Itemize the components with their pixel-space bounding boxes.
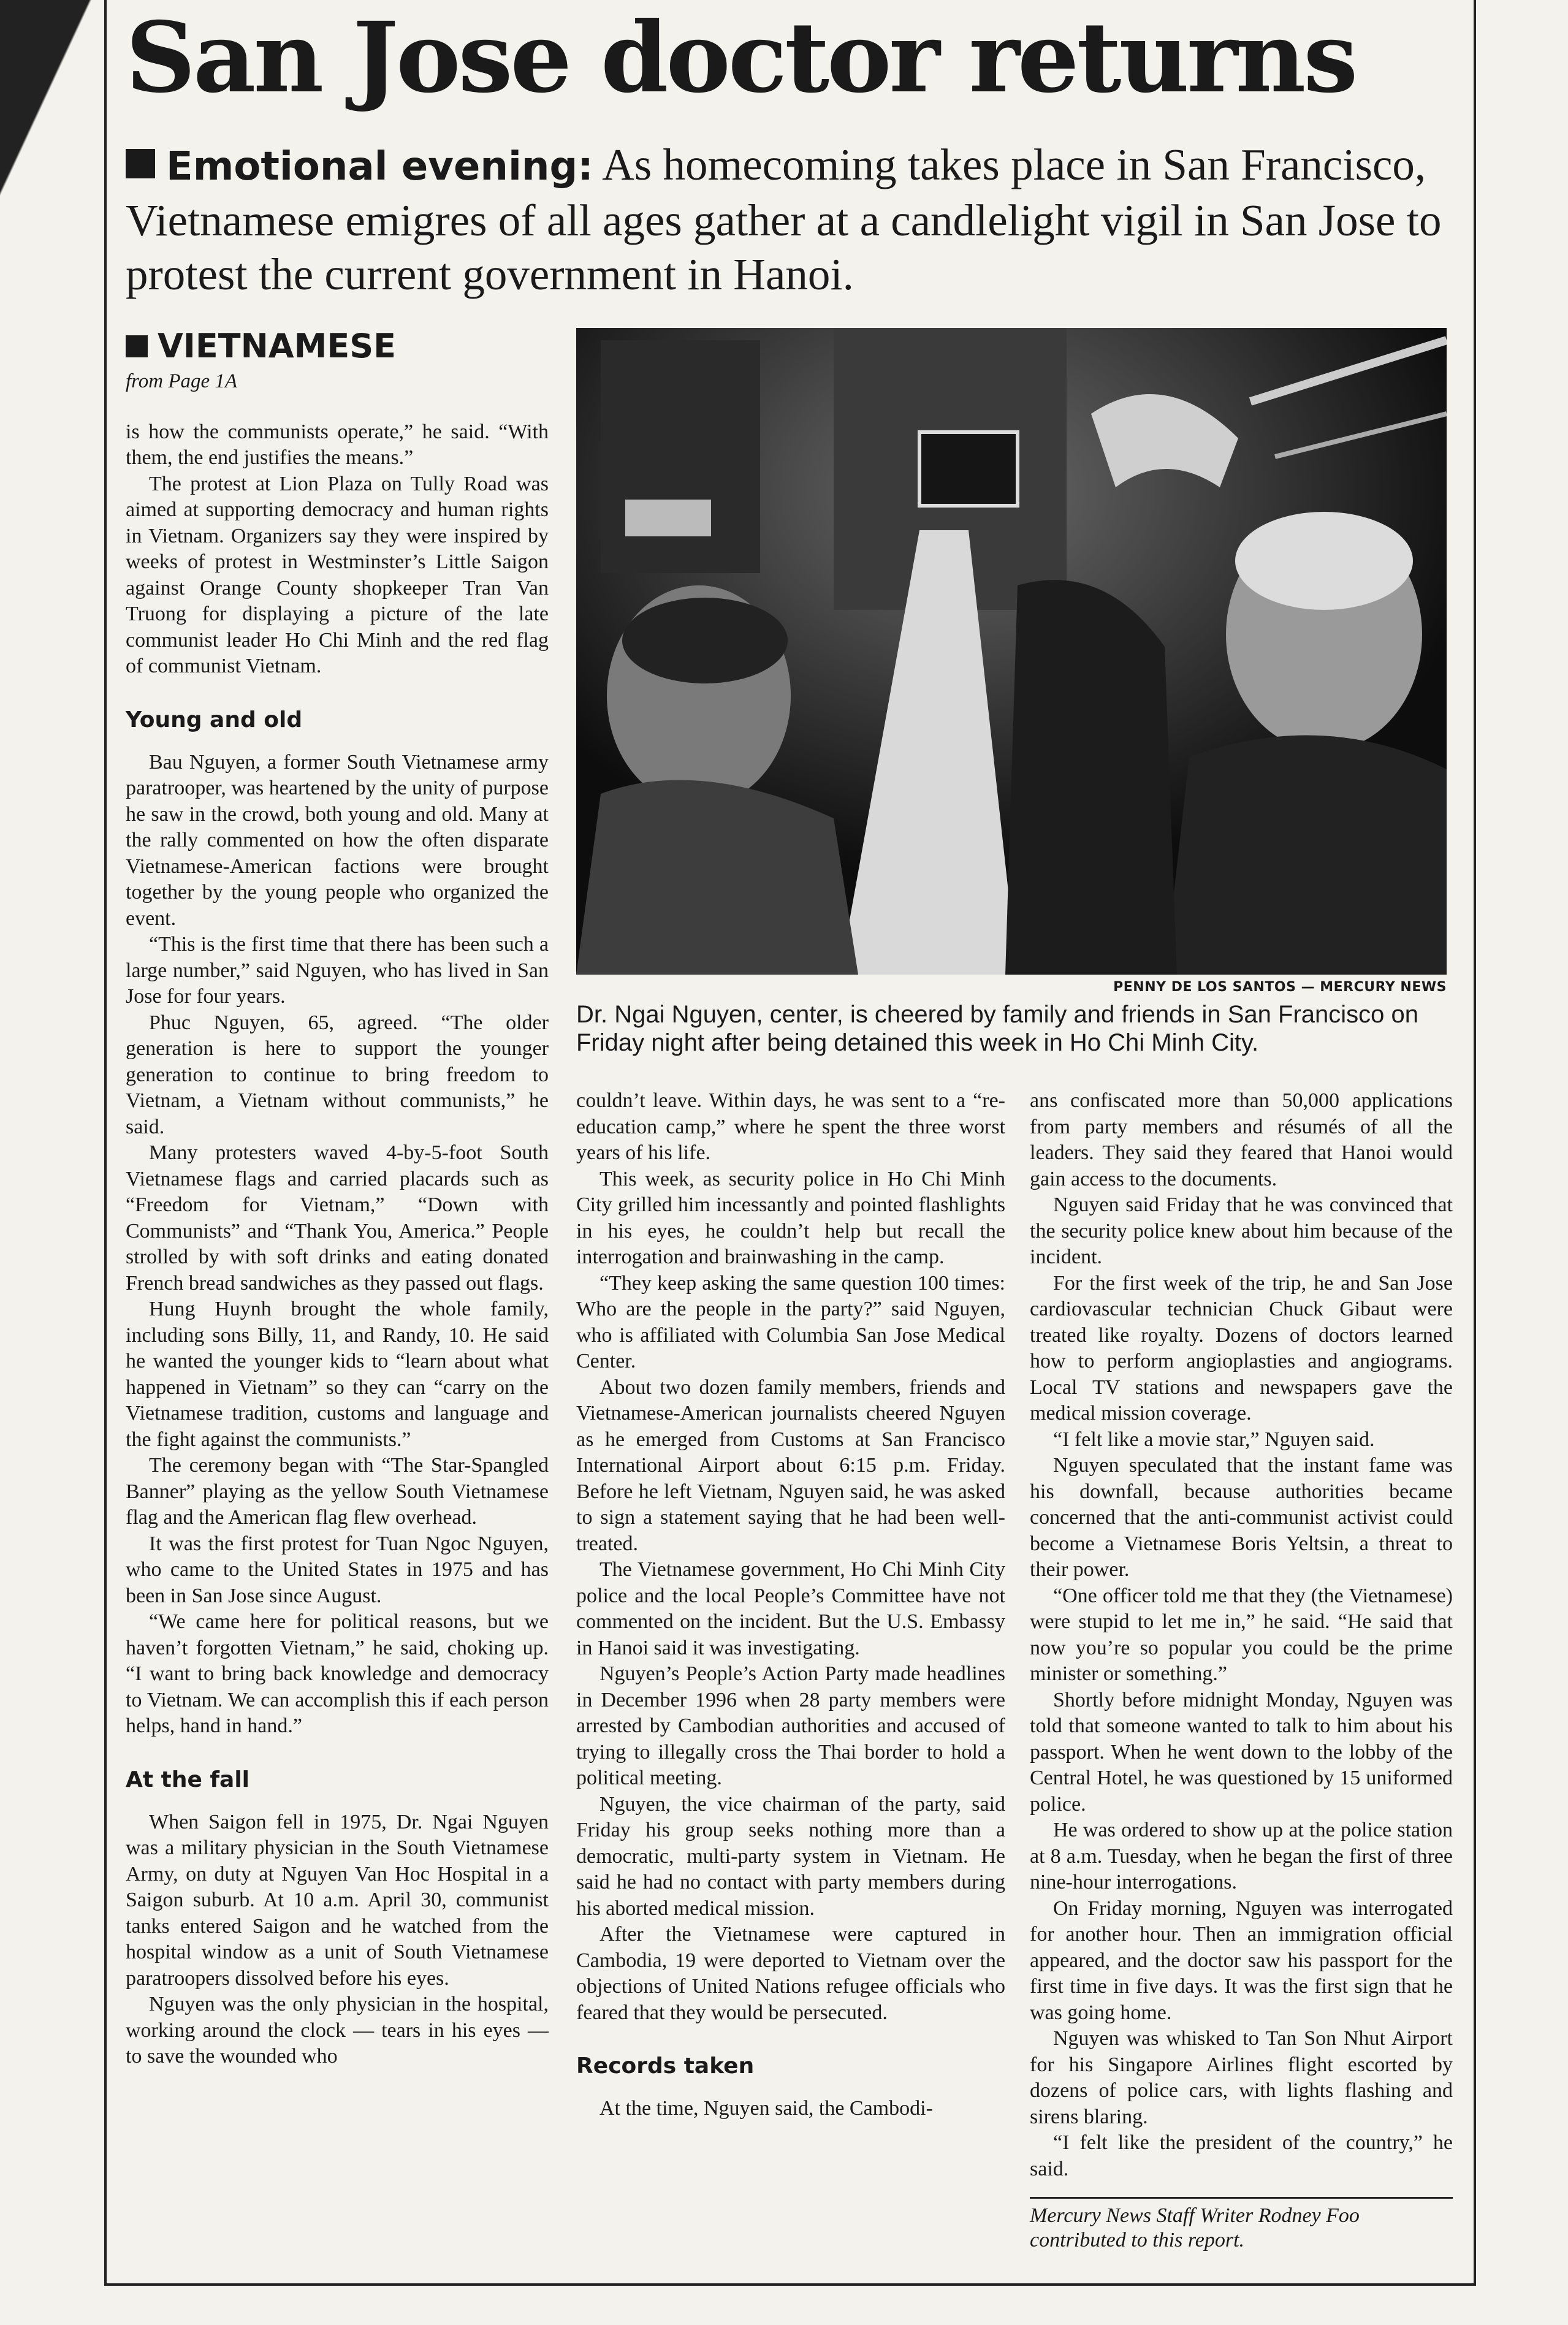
paragraph: “One officer told me that they (the Vietnamese) were stupid to let me in,” he said. “He said that now you’re so popular you could be the prime minister or something.” xyxy=(1030,1584,1453,1685)
paragraph: “They keep asking the same question 100 times: Who are the people in the party?” said Nguyen, who is affiliated with Columbia San Jose Medical Center. xyxy=(576,1271,1005,1372)
paragraph: After the Vietnamese were captured in Cambodia, 19 were deported to Vietnam over the objections of United Nations refugee officials who feared that they would be persecuted. xyxy=(576,1923,1005,2024)
paragraph: Nguyen was the only physician in the hospital, working around the clock — tears in his eyes — to save the wounded who xyxy=(126,1993,549,2068)
paragraph: This week, as security police in Ho Chi Minh City grilled him incessantly and pointed flashlights in his eyes, he couldn’t help but recall the interrogation and brainwashing in the camp. xyxy=(576,1167,1005,1268)
photo-caption: Dr. Ngai Nguyen, center, is cheered by family and friends in San Francisco on Friday night after being detained this week in Ho Chi Minh City. xyxy=(576,1001,1419,1056)
paragraph: Nguyen said Friday that he was convinced that the security police knew about him because of the incident. xyxy=(1030,1193,1453,1268)
headline: San Jose doctor returns xyxy=(126,1,1356,115)
subhead: Young and old xyxy=(126,707,303,733)
deck-lead: Emotional evening: xyxy=(166,144,593,189)
paragraph: Nguyen’s People’s Action Party made headlines in December 1996 when 28 party members were arrested by Cambodian authorities and accused of trying to illegally cross the Thai border to hold a political meeting. xyxy=(576,1662,1005,1789)
paragraph: Bau Nguyen, a former South Vietnamese army paratrooper, was heartened by the unity of purpose he saw in the crowd, both young and old. Many at the rally commented on how the often disparate Vietnamese-American factions were brought together by the young people who organized the event. xyxy=(126,750,549,930)
paragraph: Many protesters waved 4-by-5-foot South Vietnamese flags and carried placards such as “Freedom for Vietnam,” “Down with Communists” and “Thank You, America.” People strolled by with soft drinks and eating donated French bread sandwiches as they passed out flags. xyxy=(126,1141,549,1295)
page-edge-shadow xyxy=(0,0,92,306)
photo-illustration xyxy=(576,328,1447,975)
jump-line: from Page 1A xyxy=(126,370,238,392)
section-flag-label: VIETNAMESE xyxy=(158,327,396,365)
paragraph: Nguyen speculated that the instant fame was his downfall, because authorities became concerned that the anti-communist activist could become a Vietnamese Boris Yeltsin, a threat to their power. xyxy=(1030,1454,1453,1581)
square-bullet-icon xyxy=(126,335,148,357)
paragraph: When Saigon fell in 1975, Dr. Ngai Nguyen was a military physician in the South Vietnamese Army, on duty at Nguyen Van Hoc Hospital in a Saigon suburb. At 10 a.m. April 30, communist tanks entered Saigon and he watched from the hospital window as a unit of South Vietnamese paratroopers dissolved before his eyes. xyxy=(126,1810,549,1990)
paragraph: is how the communists operate,” he said. “With them, the end justifies the means.” xyxy=(126,420,549,469)
paragraph: ans confiscated more than 50,000 applications from party members and résumés of all the leaders. They said they feared that Hanoi would gain access to the documents. xyxy=(1030,1089,1453,1190)
photo-credit: PENNY DE LOS SANTOS — MERCURY NEWS xyxy=(1113,980,1447,995)
contributor-note xyxy=(1030,2197,1453,2253)
column-2 xyxy=(576,1088,1005,2122)
paragraph: “I felt like the president of the country,” he said. xyxy=(1030,2131,1453,2180)
paragraph: At the time, Nguyen said, the Cambodi- xyxy=(599,2097,933,2120)
paragraph: The ceremony began with “The Star-Spangled Banner” playing as the yellow South Vietnamese flag and the American flag flew overhead. xyxy=(126,1454,549,1529)
paragraph: “We came here for political reasons, but we haven’t forgotten Vietnam,” he said, choking up. “I want to bring back knowledge and democracy to Vietnam. We can accomplish this if each person helps, hand in hand.” xyxy=(126,1610,549,1737)
paragraph: “I felt like a movie star,” Nguyen said. xyxy=(1053,1428,1375,1451)
paragraph: Shortly before midnight Monday, Nguyen was told that someone wanted to talk to him about his passport. When he went down to the lobby of the Central Hotel, he was questioned by 15 uniformed police. xyxy=(1030,1688,1453,1816)
paragraph: He was ordered to show up at the police station at 8 a.m. Tuesday, when he began the first of three nine-hour interrogations. xyxy=(1030,1819,1453,1893)
paragraph: Phuc Nguyen, 65, agreed. “The older generation is here to support the younger generation to continue to bring freedom to Vietnam, a Vietnam without communists,” he said. xyxy=(126,1011,549,1138)
paragraph: On Friday morning, Nguyen was interrogated for another hour. Then an immigration official appeared, and the doctor saw his passport for the first time in five days. It was the first sign that he was going home. xyxy=(1030,1897,1453,2024)
paragraph: It was the first protest for Tuan Ngoc Nguyen, who came to the United States in 1975 and has been in San Jose since August. xyxy=(126,1532,549,1607)
deck xyxy=(126,138,1456,302)
paragraph: The Vietnamese government, Ho Chi Minh City police and the local People’s Committee have not commented on the incident. But the U.S. Embassy in Hanoi said it was investigating. xyxy=(576,1558,1005,1659)
paragraph: Nguyen was whisked to Tan Son Nhut Airport for his Singapore Airlines flight escorted by dozens of police cars, with lights flashing and sirens blaring. xyxy=(1030,2027,1453,2128)
paragraph: About two dozen family members, friends and Vietnamese-American journalists cheered Nguyen as he emerged from Customs at San Francisco International Airport about 6:15 p.m. Friday. Before he left Vietnam, Nguyen said, he was asked to sign a statement saying that he had been well-treated. xyxy=(576,1376,1005,1555)
square-bullet-icon xyxy=(126,149,155,178)
deck-text: As homecoming takes place in San Francisco, Vietnamese emigres of all ages gather at a candlelight vigil in San Jose to protest the current government in Hanoi. xyxy=(126,140,1442,299)
paragraph: Hung Huynh brought the whole family, including sons Billy, 11, and Randy, 10. He said he wanted the younger kids to “learn about what happened in Vietnam” so they can “carry on the Vietnamese tradition, customs and language and the fight against the communists.” xyxy=(126,1298,549,1451)
section-flag xyxy=(126,328,549,365)
paragraph: For the first week of the trip, he and San Jose cardiovascular technician Chuck Gibaut were treated like royalty. Dozens of doctors learned how to perform angioplasties and angiograms. Local TV stations and newspapers gave the medical mission coverage. xyxy=(1030,1271,1453,1425)
subhead: Records taken xyxy=(576,2053,755,2079)
paragraph: couldn’t leave. Within days, he was sent to a “re-education camp,” where he spent the three worst years of his life. xyxy=(576,1089,1005,1164)
column-3 xyxy=(1030,1088,1453,2253)
paragraph: The protest at Lion Plaza on Tully Road was aimed at supporting democracy and human rights in Vietnam. Organizers say they were inspired by weeks of protest in Westminster’s Little Saigon against Orange County shopkeeper Tran Van Truong for displaying a picture of the late communist leader Ho Chi Minh and the red flag of communist Vietnam. xyxy=(126,472,549,677)
column-1 xyxy=(126,328,549,2070)
contributor-text: Mercury News Staff Writer Rodney Foo contributed to this report. xyxy=(1030,2204,1360,2251)
news-photo xyxy=(576,328,1447,975)
paragraph: “This is the first time that there has been such a large number,” said Nguyen, who has lived in San Jose for four years. xyxy=(126,933,549,1008)
paragraph: Nguyen, the vice chairman of the party, said Friday his group seeks nothing more than a democratic, multi-party system in Vietnam. He said he had no contact with party members during his aborted medical mission. xyxy=(576,1792,1005,1920)
subhead: At the fall xyxy=(126,1767,250,1792)
